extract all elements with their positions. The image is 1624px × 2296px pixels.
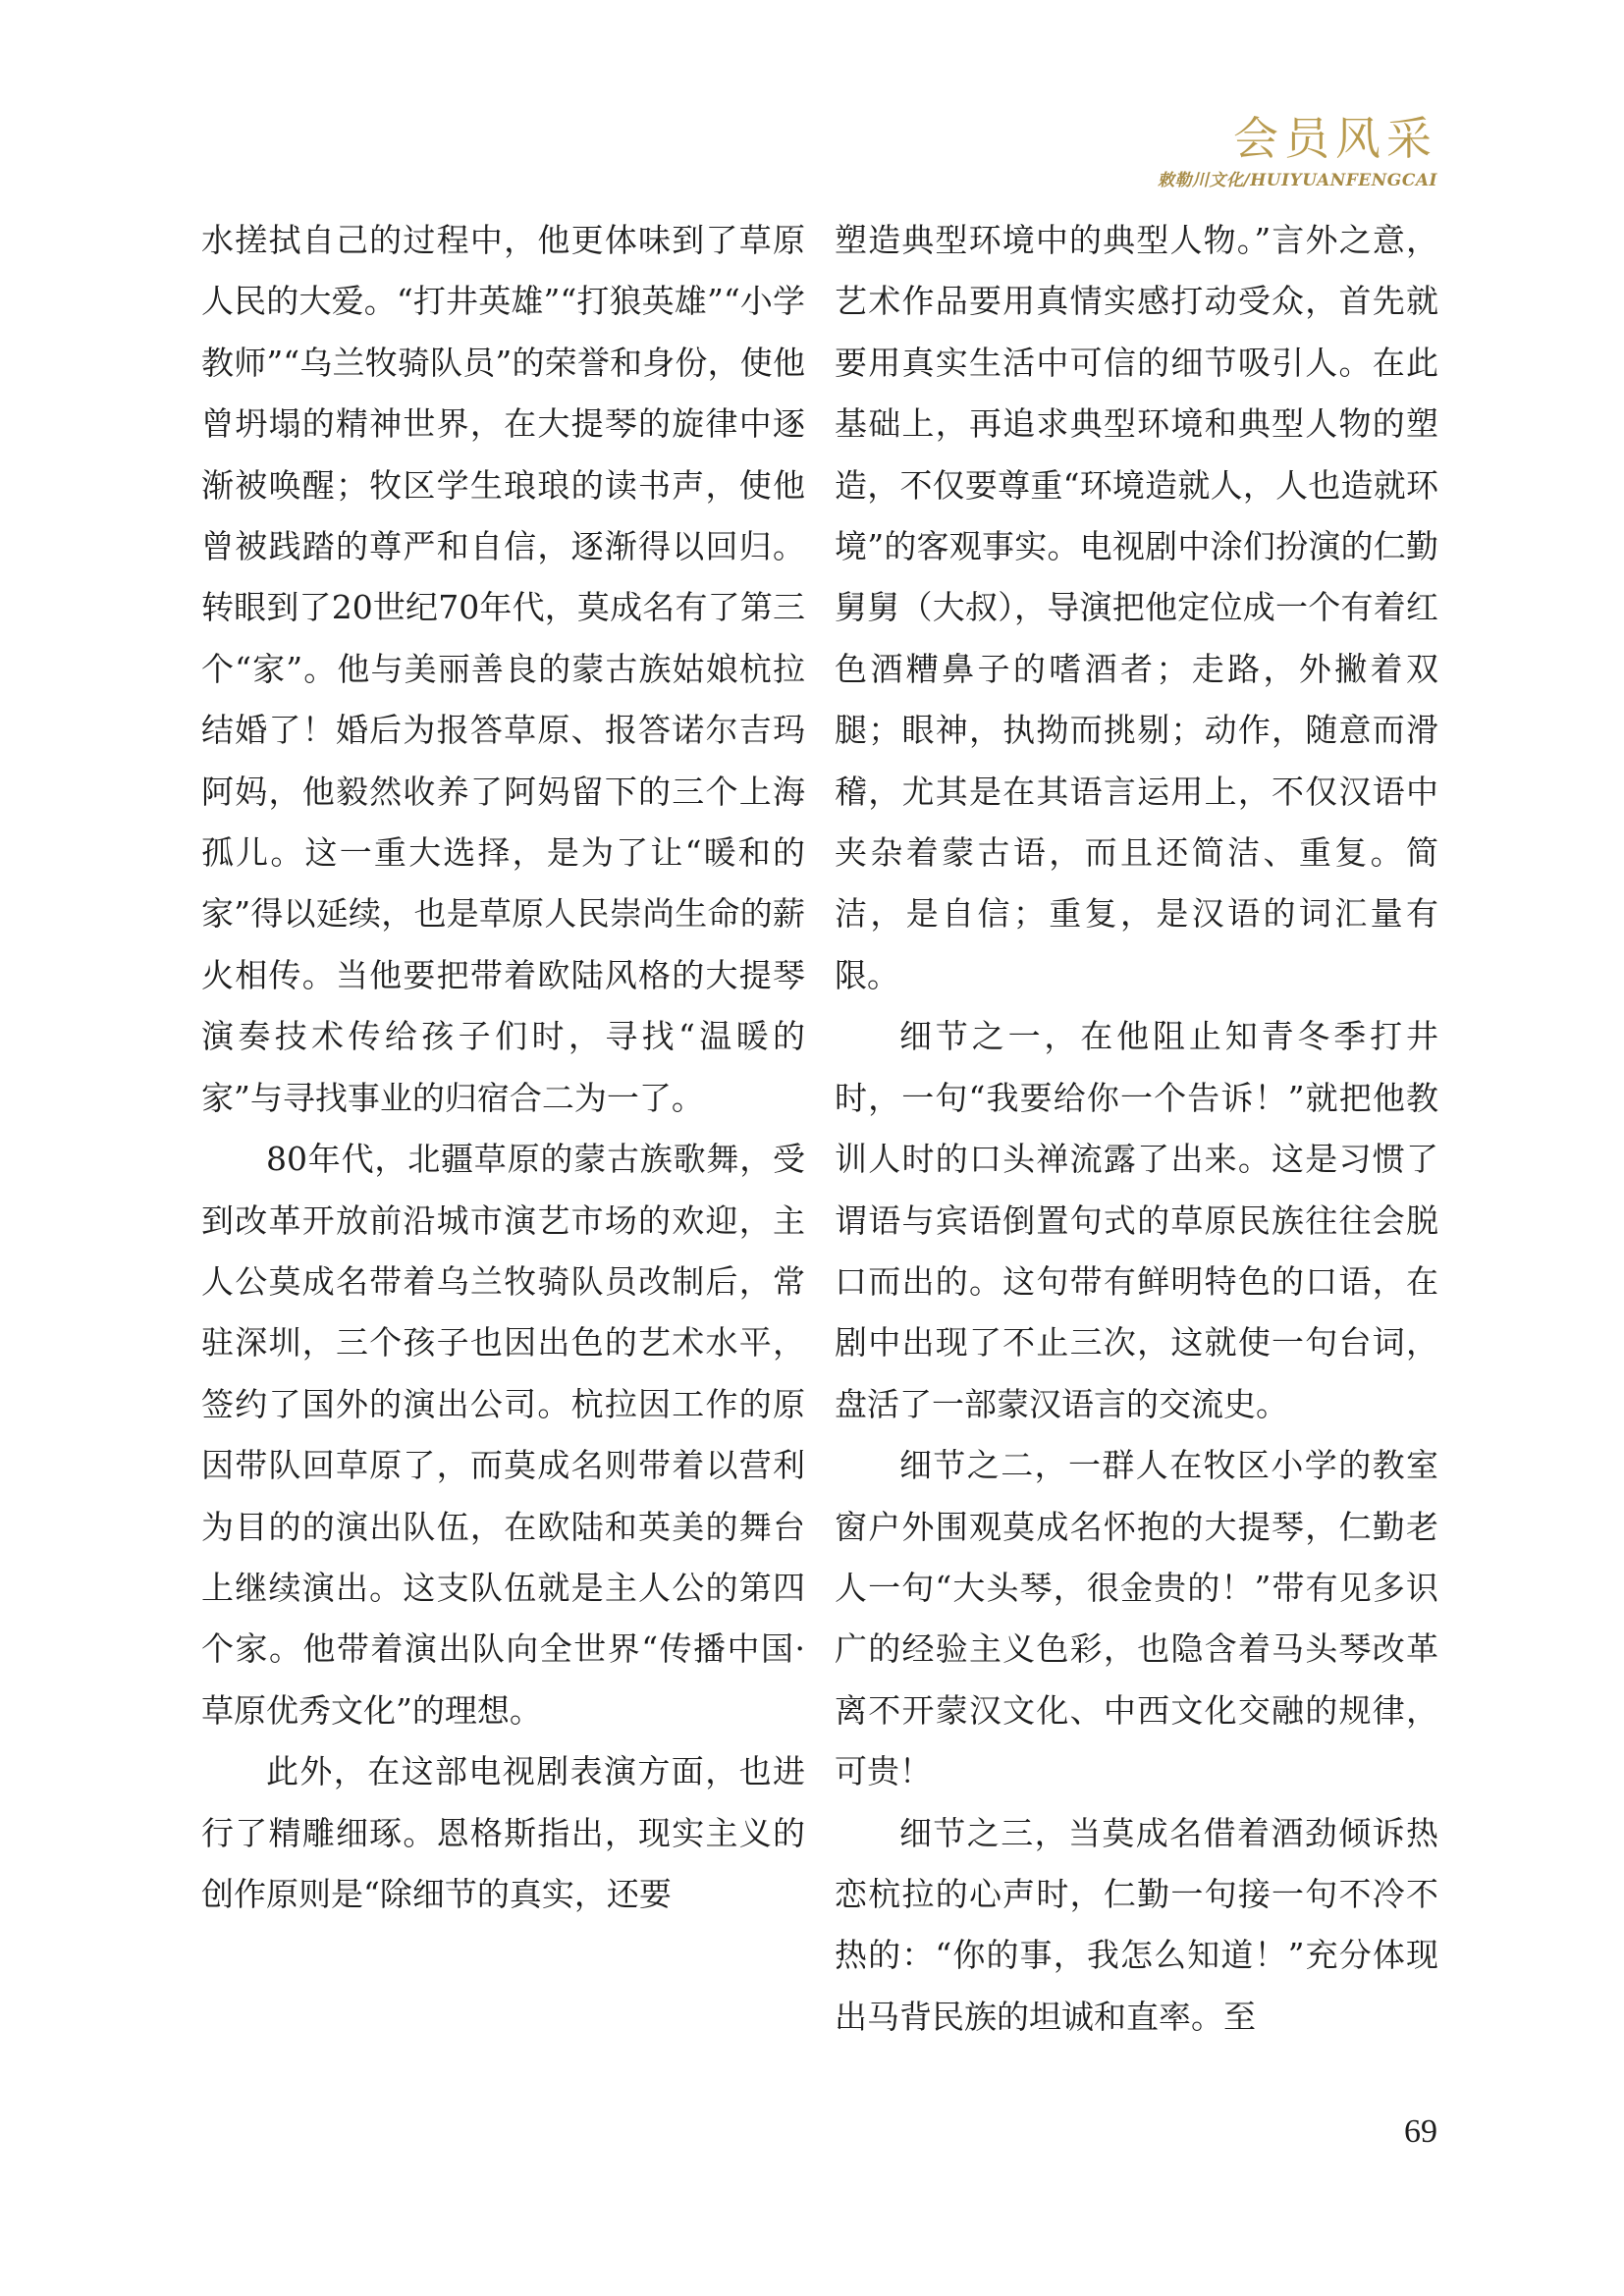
section-subtitle: 敕勒川文化/HUIYUANFENGCAI <box>1158 171 1437 190</box>
page-number: 69 <box>1404 2113 1437 2150</box>
right-column <box>835 210 1438 2048</box>
paragraph: 细节之三，当莫成名借着酒劲倾诉热恋杭拉的心声时，仁勤一句接一句不冷不热的：“你的事，我怎么知道！”充分体现出马背民族的坦诚和直率。至 <box>835 1813 1438 2036</box>
paragraph: 80年代，北疆草原的蒙古族歌舞，受到改革开放前沿城市演艺市场的欢迎，主人公莫成名带着乌兰牧骑队员改制后，常驻深圳，三个孩子也因出色的艺术水平，签约了国外的演出公司。杭拉因工作的原因带队回草原了，而莫成名则带着以营利为目的的演出队伍，在欧陆和英美的舞台上继续演出。这支队伍就是主人公的第四个家。他带着演出队向全世界“传播中国·草原优秀文化”的理想。 <box>201 1140 805 1730</box>
section-title: 会员风采 <box>1233 112 1437 165</box>
paragraph: 细节之二，一群人在牧区小学的教室窗户外围观莫成名怀抱的大提琴，仁勤老人一句“大头琴，很金贵的！”带有见多识广的经验主义色彩，也隐含着马头琴改革离不开蒙汉文化、中西文化交融的规律，可贵！ <box>835 1446 1438 1791</box>
left-column <box>201 210 805 1925</box>
paragraph: 水搓拭自己的过程中，他更体味到了草原人民的大爱。“打井英雄”“打狼英雄”“小学教师”“乌兰牧骑队员”的荣誉和身份，使他曾坍塌的精神世界，在大提琴的旋律中逐渐被唤醒；牧区学生琅琅的读书声，使他曾被践踏的尊严和自信，逐渐得以回归。转眼到了20世纪70年代，莫成名有了第三个“家”。他与美丽善良的蒙古族姑娘杭拉结婚了！婚后为报答草原、报答诺尔吉玛阿妈，他毅然收养了阿妈留下的三个上海孤儿。这一重大选择，是为了让“暖和的家”得以延续，也是草原人民崇尚生命的薪火相传。当他要把带着欧陆风格的大提琴演奏技术传给孩子们时，寻找“温暖的家”与寻找事业的归宿合二为一了。 <box>201 221 805 1117</box>
paragraph: 此外，在这部电视剧表演方面，也进行了精雕细琢。恩格斯指出，现实主义的创作原则是“除细节的真实，还要 <box>201 1752 805 1913</box>
paragraph: 细节之一，在他阻止知青冬季打井时，一句“我要给你一个告诉！”就把他教训人时的口头禅流露了出来。这是习惯了谓语与宾语倒置句式的草原民族往往会脱口而出的。这句带有鲜明特色的口语，在剧中出现了不止三次，这就使一句台词，盘活了一部蒙汉语言的交流史。 <box>835 1017 1438 1423</box>
paragraph: 塑造典型环境中的典型人物。”言外之意，艺术作品要用真情实感打动受众，首先就要用真实生活中可信的细节吸引人。在此基础上，再追求典型环境和典型人物的塑造，不仅要尊重“环境造就人，人也造就环境”的客观事实。电视剧中涂们扮演的仁勤舅舅（大叔），导演把他定位成一个有着红色酒糟鼻子的嗜酒者；走路，外撇着双腿；眼神，执拗而挑剔；动作，随意而滑稽，尤其是在其语言运用上，不仅汉语中夹杂着蒙古语，而且还简洁、重复。简洁，是自信；重复，是汉语的词汇量有限。 <box>835 221 1438 994</box>
